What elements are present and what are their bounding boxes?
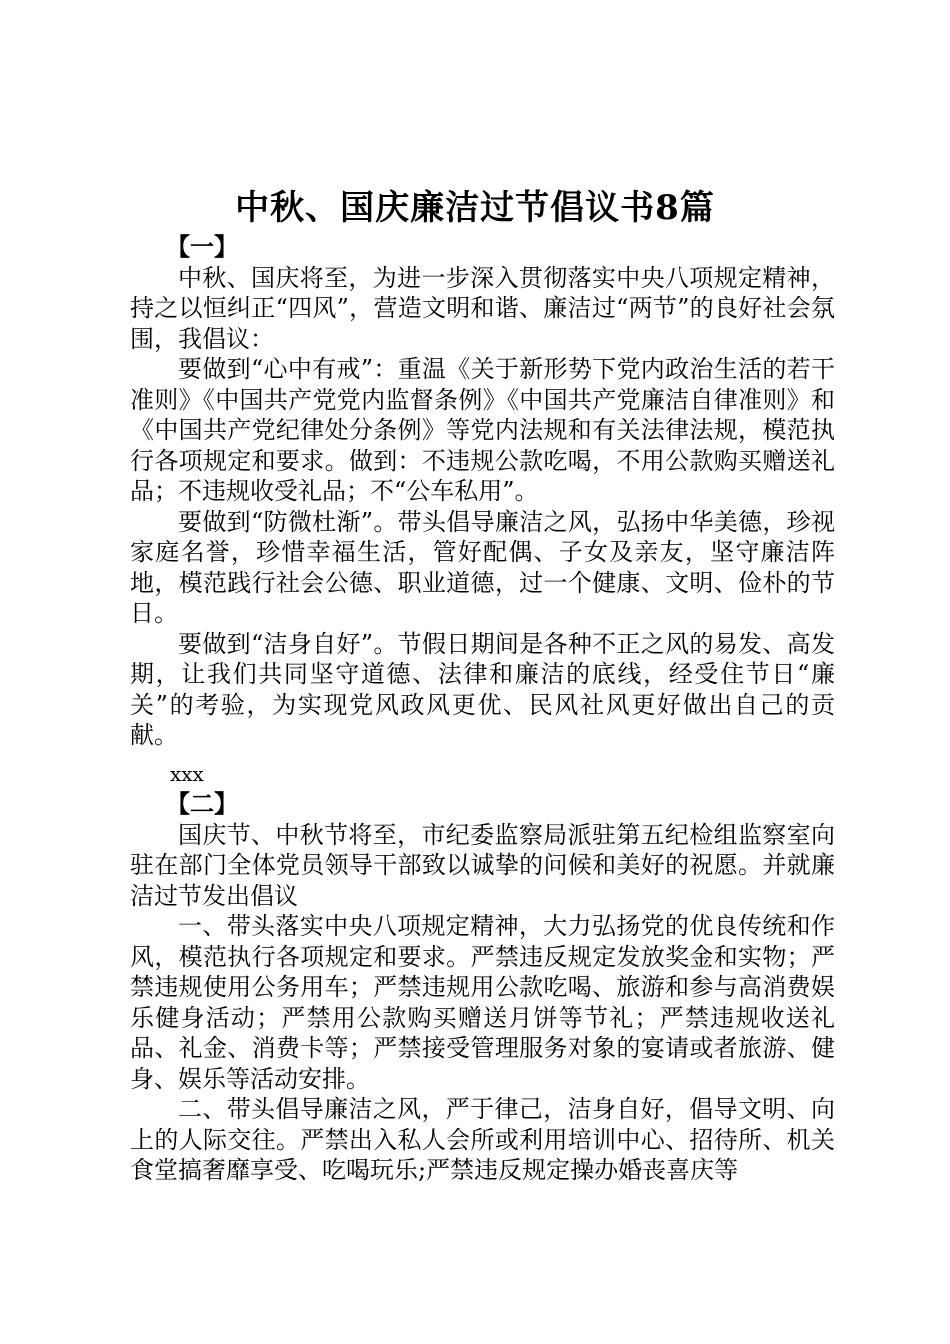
paragraph: 中秋、国庆将至，为进一步深入贯彻落实中央八项规定精神，持之以恒纠正“四风”，营造文明和谐、廉洁过“两节”的良好社会氛围，我倡议：: [130, 263, 835, 353]
paragraph: 二、带头倡导廉洁之风，严于律己，洁身自好，倡导文明、向上的人际交往。严禁出入私人会所或利用培训中心、招待所、机关食堂搞奢靡享受、吃喝玩乐;严禁违反规定操办婚丧喜庆等: [130, 1095, 835, 1184]
paragraph: 要做到“洁身自好”。节假日期间是各种不正之风的易发、高发期，让我们共同坚守道德、法律和廉洁的底线，经受住节日“廉关”的考验，为实现党风政风更优、民风社风更好做出自己的贡献。: [130, 629, 835, 749]
paragraph: 要做到“防微杜渐”。带头倡导廉洁之风，弘扬中华美德，珍视家庭名誉，珍惜幸福生活，管好配偶、子女及亲友，坚守廉洁阵地，模范践行社会公德、职业道德，过一个健康、文明、俭朴的节日。: [130, 507, 835, 627]
section-heading-2: 【二】: [166, 789, 238, 818]
signature: xxx: [170, 761, 204, 786]
paragraph: 一、带头落实中央八项规定精神，大力弘扬党的优良传统和作风，模范执行各项规定和要求。严禁违反规定发放奖金和实物；严禁违规使用公务用车；严禁违规用公款吃喝、旅游和参与高消费娱乐健身活动；严禁用公款购买赠送月饼等节礼；严禁违规收送礼品、礼金、消费卡等；严禁接受管理服务对象的宴请或者旅游、健身、娱乐等活动安排。: [130, 912, 835, 1093]
paragraph: 国庆节、中秋节将至，市纪委监察局派驻第五纪检组监察室向驻在部门全体党员领导干部致以诚挚的问候和美好的祝愿。并就廉洁过节发出倡议: [130, 820, 835, 910]
paragraph: 要做到“心中有戒”：重温《关于新形势下党内政治生活的若干准则》《中国共产党党内监督条例》《中国共产党廉洁自律准则》和《中国共产党纪律处分条例》等党内法规和有关法律法规，模范执行各项规定和要求。做到：不违规公款吃喝，不用公款购买赠送礼品；不违规收受礼品；不“公车私用”。: [130, 355, 835, 505]
document-title: 中秋、国庆廉洁过节倡议书8篇: [235, 188, 715, 228]
document-body: [130, 232, 835, 1186]
section-heading-1: 【一】: [166, 232, 238, 261]
spacer: [130, 751, 835, 759]
